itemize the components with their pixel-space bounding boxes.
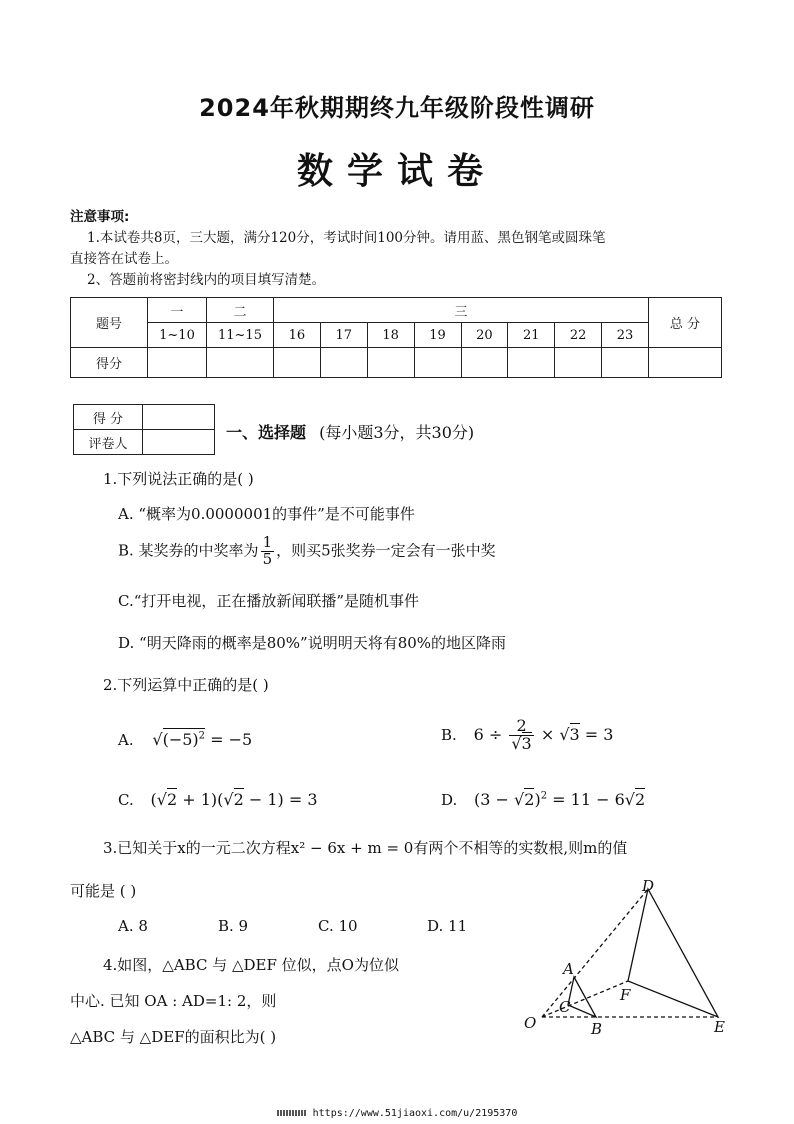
- col-header: 18: [367, 323, 414, 348]
- q2-option-a-expr: $√(-5)^2 = -5$: [152, 730, 253, 749]
- row-label-question: 题号: [71, 298, 148, 348]
- col-header: 11~15: [207, 323, 274, 348]
- section-1-header: 一: [148, 298, 207, 323]
- score-cell[interactable]: [602, 348, 649, 378]
- score-cell[interactable]: [414, 348, 461, 378]
- q1-stem: 1.下列说法正确的是( ): [103, 470, 254, 488]
- q1-option-d: D. “明天降雨的概率是80%”说明明天将有80%的地区降雨: [118, 634, 507, 652]
- score-cell[interactable]: [508, 348, 555, 378]
- score-cell[interactable]: [148, 348, 207, 378]
- q1-option-b-suffix: ，则买5张奖券一定会有一张中奖: [276, 541, 496, 560]
- col-header: 23: [602, 323, 649, 348]
- score-cell[interactable]: [320, 348, 367, 378]
- q2-option-a: [118, 730, 252, 749]
- q2-option-d-label: D.: [441, 791, 458, 809]
- grader-score-cell[interactable]: [143, 405, 215, 430]
- label-o: O: [524, 1014, 537, 1032]
- label-d: D: [642, 877, 655, 895]
- score-cell[interactable]: [367, 348, 414, 378]
- triangle-def: [628, 889, 718, 1017]
- notice-item-1-cont: 直接答在试卷上。: [70, 251, 178, 267]
- label-b: B: [591, 1020, 603, 1038]
- col-header: 16: [274, 323, 321, 348]
- q4-line-1: 4.如图，△ABC 与 △DEF 位似，点O为位似: [103, 956, 399, 974]
- q4-line-2: 中心. 已知 OA : AD=1: 2，则: [70, 992, 277, 1010]
- q3-stem: 3.已知关于x的一元二次方程x² − 6x + m = 0有两个不相等的实数根,则m的值: [103, 839, 628, 857]
- score-cell[interactable]: [555, 348, 602, 378]
- q3-option-d: D. 11: [427, 917, 468, 935]
- grader-name-label: 评卷人: [74, 430, 143, 455]
- score-cell[interactable]: [649, 348, 722, 378]
- section-3-header: 三: [274, 298, 649, 323]
- logo-mark: [277, 1110, 307, 1116]
- score-cell[interactable]: [207, 348, 274, 378]
- col-header: 1~10: [148, 323, 207, 348]
- q2-option-d: [441, 790, 645, 809]
- q2-option-a-label: A.: [118, 731, 134, 749]
- grader-score-label: 得 分: [74, 405, 143, 430]
- q3-stem-cont: 可能是 ( ): [70, 882, 137, 900]
- col-header: 20: [461, 323, 508, 348]
- score-table: [70, 297, 722, 378]
- q2-option-b-label: B.: [441, 725, 457, 744]
- q2-option-d-expr: $(3 - √2)^2 = 11 - 6√2$: [474, 790, 646, 809]
- subject-title: 数学试卷: [296, 151, 497, 192]
- fraction-denominator: 5: [262, 549, 273, 568]
- col-header: 21: [508, 323, 555, 348]
- label-a: A: [563, 960, 574, 978]
- page-title: 2024年秋期期终九年级阶段性调研: [199, 94, 595, 122]
- section-1-title: 一、选择题: [226, 423, 307, 442]
- q4-line-3: △ABC 与 △DEF的面积比为( ): [70, 1028, 277, 1046]
- q3-option-c: C. 10: [318, 917, 358, 935]
- fraction-numerator: 1: [262, 533, 273, 551]
- q2-option-b-expr: 6 ÷ $\frac{2}{√3}$ × √3 = 3: [473, 716, 614, 753]
- q3-option-a: A. 8: [118, 917, 148, 935]
- ray-od: [542, 889, 648, 1017]
- q1-option-b-prefix: B. 某奖券的中奖率为: [118, 541, 259, 560]
- label-e: E: [714, 1018, 725, 1036]
- grader-name-cell[interactable]: [143, 430, 215, 455]
- q2-option-c: [118, 790, 318, 809]
- section-1-note: (每小题3分，共30分): [319, 423, 475, 442]
- score-cell[interactable]: [461, 348, 508, 378]
- row-label-score: 得分: [71, 348, 148, 378]
- label-f: F: [620, 986, 631, 1004]
- q1-option-b: [118, 535, 496, 568]
- notice-item-1: 1.本试卷共8页，三大题，满分120分，考试时间100分钟。请用蓝、黑色钢笔或圆珠笔: [87, 230, 606, 246]
- q2-stem: 2.下列运算中正确的是( ): [103, 676, 269, 694]
- col-header: 17: [320, 323, 367, 348]
- triangle-abc: [568, 977, 596, 1017]
- q1-option-a: A. “概率为0.0000001的事件”是不可能事件: [118, 505, 415, 523]
- grader-box: [73, 404, 215, 455]
- section-1-heading: [226, 420, 474, 443]
- fraction: [261, 535, 275, 568]
- section-2-header: 二: [207, 298, 274, 323]
- q2-option-b: [441, 718, 613, 753]
- similarity-figure: [510, 875, 740, 1045]
- label-c: C: [559, 998, 571, 1016]
- q2-option-c-label: C.: [118, 791, 134, 809]
- score-cell[interactable]: [274, 348, 321, 378]
- notice-heading: 注意事项:: [70, 209, 130, 225]
- total-header: 总 分: [649, 298, 722, 348]
- notice-item-2: 2、答题前将密封线内的项目填写清楚。: [87, 272, 326, 288]
- footer-watermark: [0, 1108, 794, 1119]
- footer-url[interactable]: https://www.51jiaoxi.com/u/2195370: [312, 1108, 518, 1119]
- q2-option-c-expr: (√2 + 1)(√2 − 1) = 3: [150, 790, 318, 809]
- q1-option-c: C.“打开电视，正在播放新闻联播”是随机事件: [118, 592, 420, 610]
- col-header: 22: [555, 323, 602, 348]
- col-header: 19: [414, 323, 461, 348]
- q3-option-b: B. 9: [218, 917, 249, 935]
